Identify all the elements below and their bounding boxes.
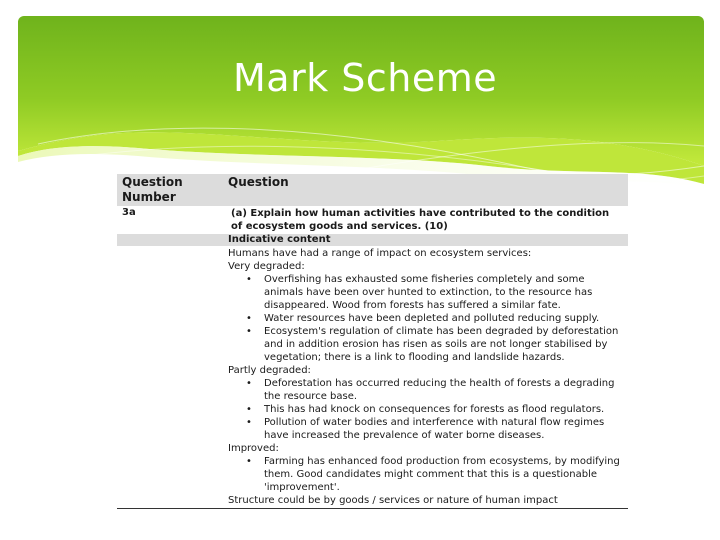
bullet-icon: • [246,417,252,428]
list-improved [228,455,623,494]
list-item [228,273,623,312]
bullet-icon: • [246,404,252,415]
structure-note: Structure could be by goods / services or nature of human impact [228,495,558,506]
indicative-content [228,247,623,507]
section-heading-improved: Improved: [228,443,279,454]
indicative-content-row [117,234,628,246]
header-question: Question [228,175,289,189]
list-item-text: This has had knock on consequences for forests as flood regulators. [264,404,605,415]
slide-title: Mark Scheme [233,56,498,100]
list-item-text: Overfishing has exhausted some fisheries completely and some animals have been over hunted to extinction, to the resource has disappeared. Wood from forests has suffered a similar fate. [264,274,593,311]
content-intro: Humans have had a range of impact on ecosystem services: [228,248,532,259]
bullet-icon: • [246,326,252,337]
list-item-text: Deforestation has occurred reducing the health of forests a degrading the resource base. [264,378,615,402]
list-very-degraded [228,273,623,364]
list-item-text: Water resources have been depleted and polluted reducing supply. [264,313,600,324]
section-heading-very-degraded: Very degraded: [228,261,305,272]
bullet-icon: • [246,313,252,324]
list-partly-degraded [228,377,623,442]
list-item-text: Farming has enhanced food production from ecosystems, by modifying them. Good candidates might comment that this is a questionable 'improvement'. [264,456,620,493]
list-item [228,455,623,494]
list-item [228,403,623,416]
list-item-text: Ecosystem's regulation of climate has been degraded by deforestation and in addition erosion has risen as soils are not longer stabilised by vegetation; there is a link to flooding and landslide hazards. [264,326,619,363]
mark-scheme-table [117,174,628,509]
bullet-icon: • [246,378,252,389]
table-header-row [117,174,628,206]
section-heading-partly-degraded: Partly degraded: [228,365,311,376]
list-item [228,377,623,403]
indicative-content-label: Indicative content [228,234,331,245]
question-number: 3a [122,207,136,218]
list-item-text: Pollution of water bodies and interference with natural flow regimes have increased the prevalence of water borne diseases. [264,417,605,441]
list-item [228,325,623,364]
bullet-icon: • [246,456,252,467]
list-item [228,416,623,442]
header-question-number: Question Number [122,175,183,204]
question-text: (a) Explain how human activities have contributed to the condition of ecosystem goods and services. (10) [231,208,610,232]
bullet-icon: • [246,274,252,285]
list-item [228,312,623,325]
